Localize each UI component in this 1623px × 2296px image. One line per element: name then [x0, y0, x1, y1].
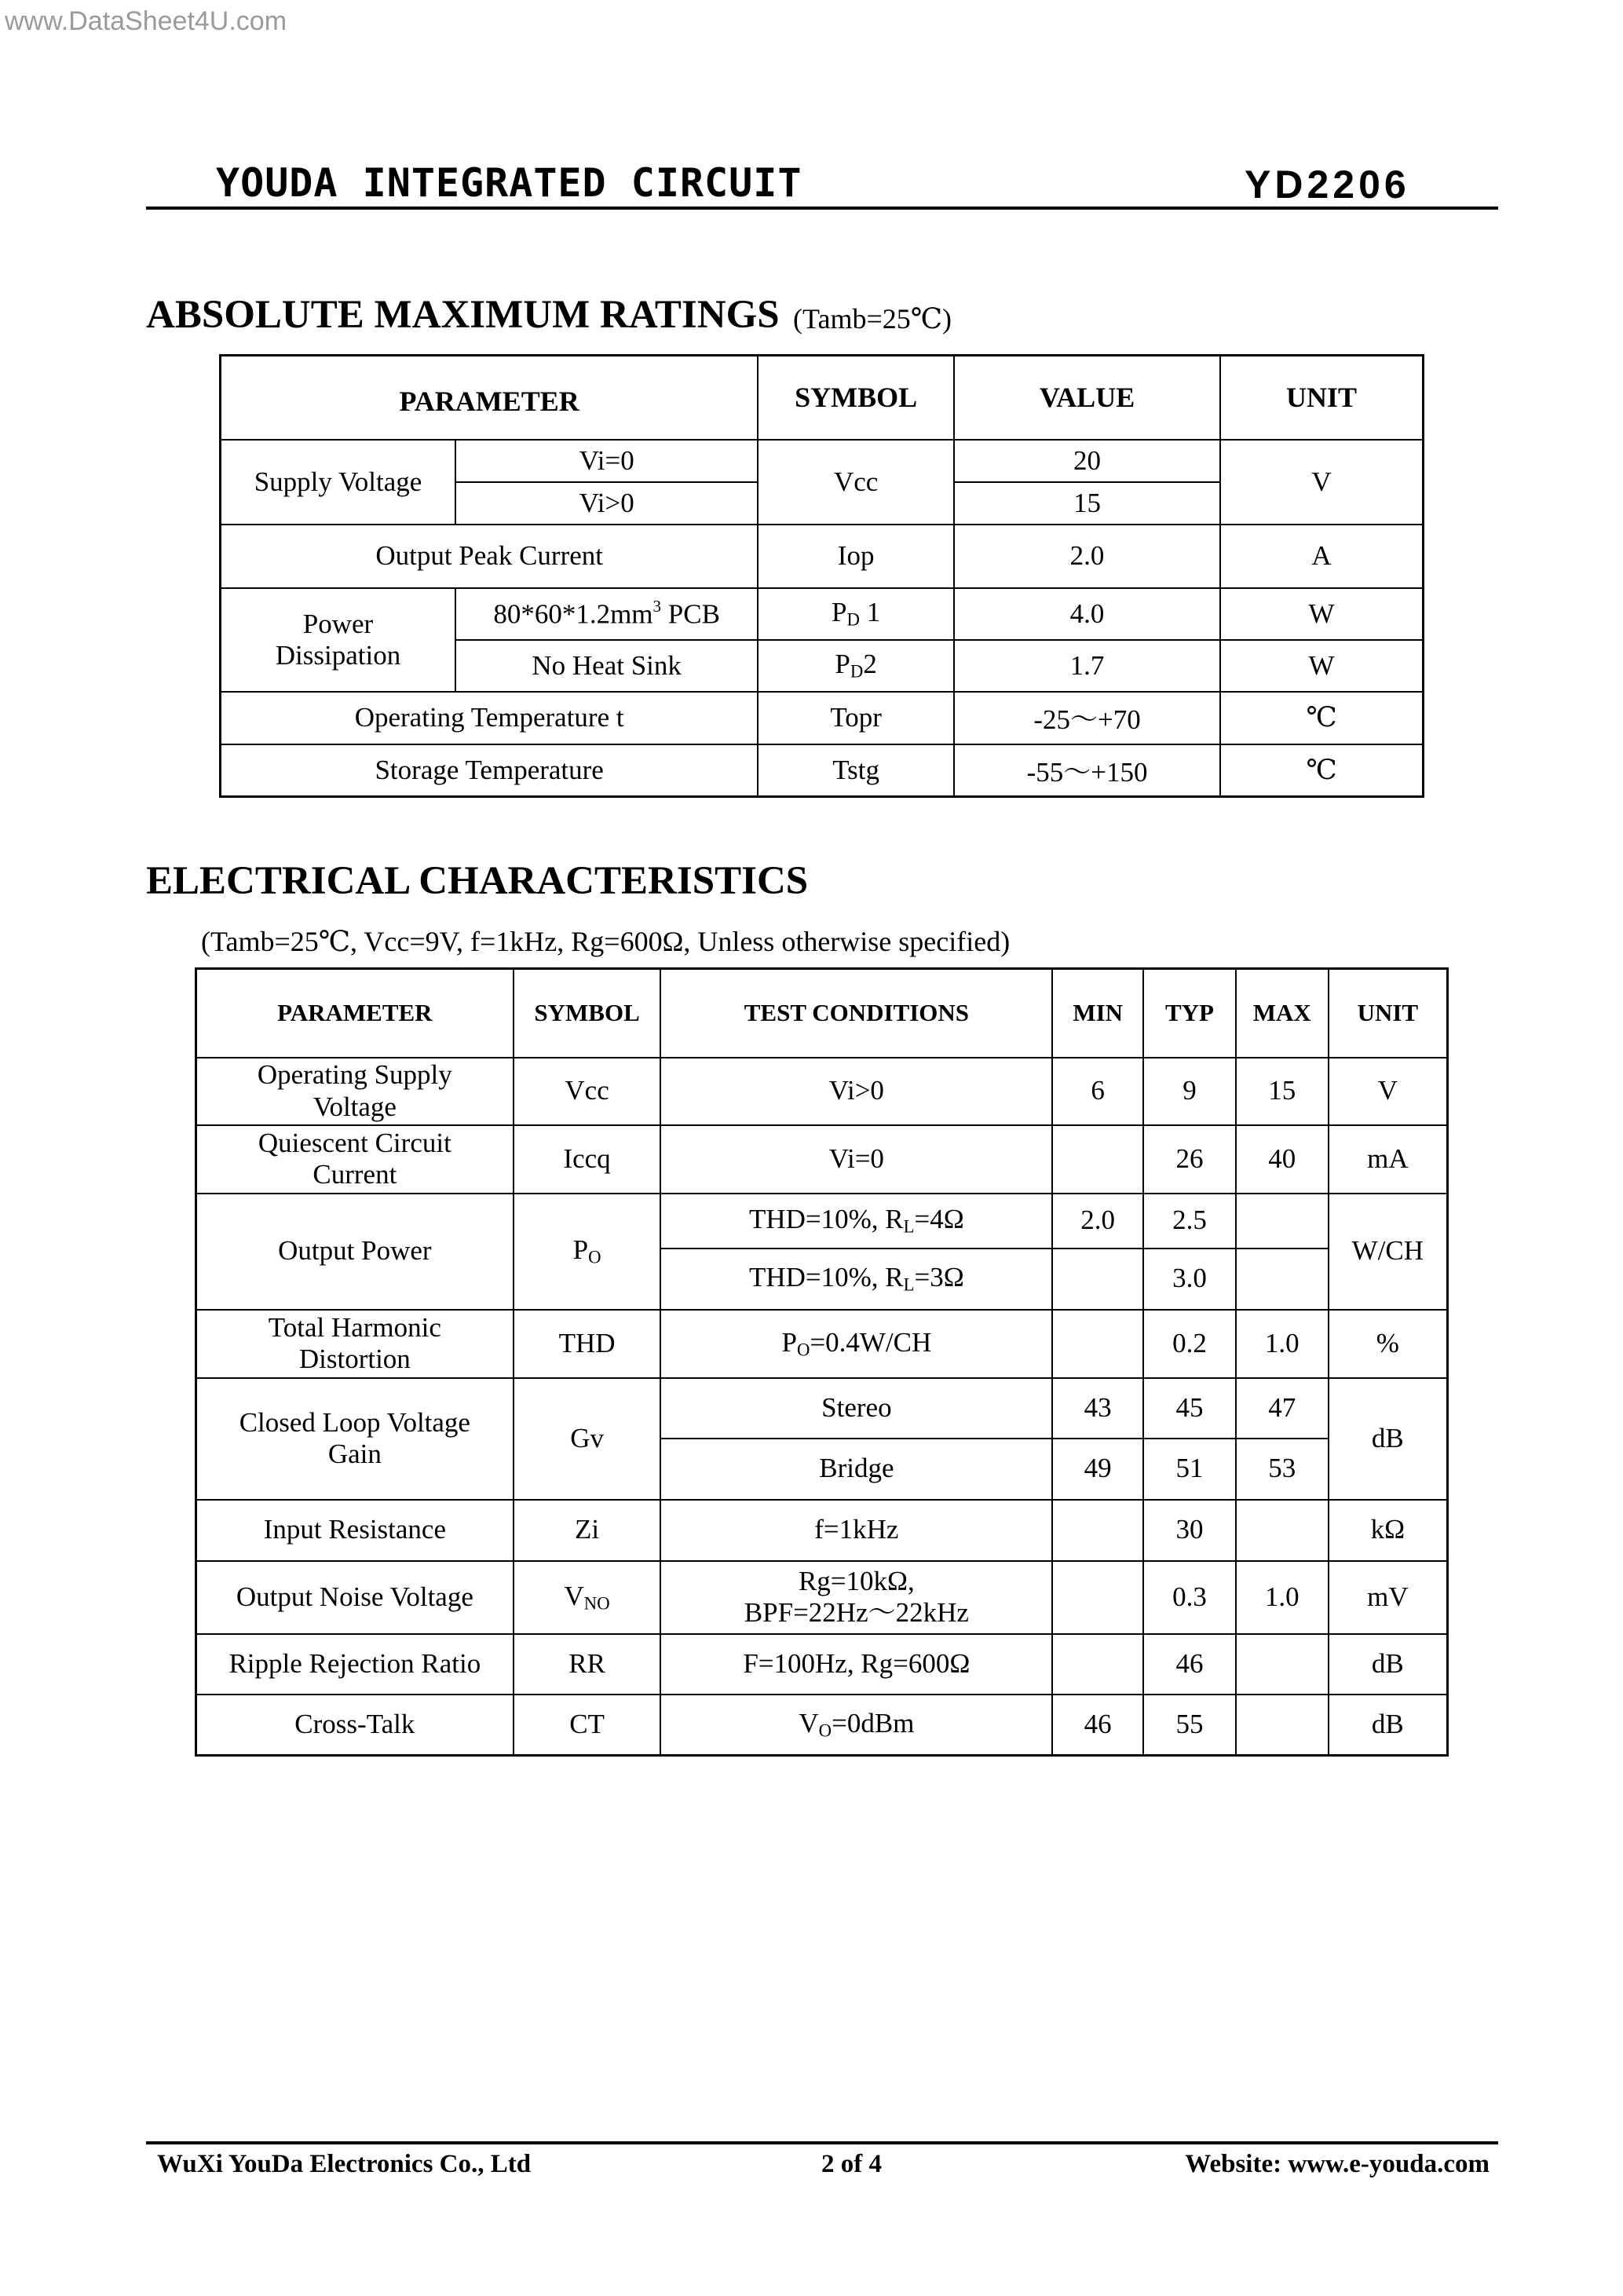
typ-cell: 45 — [1143, 1378, 1236, 1439]
test-cell: Vi>0 — [660, 1058, 1052, 1125]
table-row — [196, 1058, 1448, 1125]
test-line: Rg=10kΩ, — [798, 1565, 915, 1596]
table-row — [196, 1125, 1448, 1194]
table-row — [196, 1310, 1448, 1378]
unit-cell: V — [1329, 1058, 1448, 1125]
param-line: Operating Supply — [257, 1059, 452, 1091]
unit-cell: % — [1329, 1310, 1448, 1378]
table-row — [196, 1194, 1448, 1249]
symbol-cell — [758, 588, 954, 640]
symbol-suffix: 1 — [859, 597, 881, 628]
param-cell: Output Power — [196, 1194, 514, 1310]
symbol-cell: Zi — [514, 1500, 661, 1561]
table-row — [196, 1561, 1448, 1634]
table-row — [221, 440, 1424, 482]
unit-cell: dB — [1329, 1378, 1448, 1500]
table-row — [221, 588, 1424, 640]
value-cell: 2.0 — [954, 525, 1220, 588]
min-cell: 6 — [1052, 1058, 1143, 1125]
col-header-unit: UNIT — [1329, 969, 1448, 1058]
footer-rule — [146, 2141, 1498, 2144]
col-header-min: MIN — [1052, 969, 1143, 1058]
typ-cell: 26 — [1143, 1125, 1236, 1194]
max-cell — [1236, 1695, 1329, 1756]
test-subscript: L — [903, 1216, 915, 1237]
param-cell — [196, 1378, 514, 1500]
test-cell: F=100Hz, Rg=600Ω — [660, 1634, 1052, 1695]
cond-text: PCB — [661, 598, 720, 630]
param-cell: Input Resistance — [196, 1500, 514, 1561]
param-cell: Output Noise Voltage — [196, 1561, 514, 1634]
abs-max-title: ABSOLUTE MAXIMUM RATINGS — [146, 293, 780, 337]
typ-cell: 51 — [1143, 1439, 1236, 1500]
param-line: Quiescent Circuit — [258, 1127, 451, 1158]
test-text: =0dBm — [832, 1707, 915, 1738]
min-cell — [1052, 1500, 1143, 1561]
typ-cell: 0.2 — [1143, 1310, 1236, 1378]
abs-max-header-row — [221, 356, 1424, 440]
watermark-url[interactable]: www.DataSheet4U.com — [5, 6, 287, 36]
symbol-cell: CT — [514, 1695, 661, 1756]
footer-website[interactable]: Website: www.e-youda.com — [1185, 2150, 1490, 2178]
unit-cell: mV — [1329, 1561, 1448, 1634]
param-cell: Operating Temperature t — [221, 692, 758, 744]
test-cell — [660, 1249, 1052, 1310]
col-header-typ: TYP — [1143, 969, 1236, 1058]
col-header-symbol: SYMBOL — [758, 356, 954, 440]
header-rule — [146, 207, 1498, 210]
param-cell — [196, 1125, 514, 1194]
test-cell — [660, 1310, 1052, 1378]
table-row — [196, 1695, 1448, 1756]
test-subscript: O — [796, 1340, 810, 1360]
param-line: Dissipation — [275, 639, 401, 671]
symbol-cell: Iccq — [514, 1125, 661, 1194]
value-cell: -55～+150 — [954, 744, 1220, 797]
col-header-parameter: PARAMETER — [196, 969, 514, 1058]
min-cell: 43 — [1052, 1378, 1143, 1439]
param-cell — [196, 1310, 514, 1378]
param-cell — [221, 588, 455, 692]
param-cell — [196, 1058, 514, 1125]
typ-cell: 30 — [1143, 1500, 1236, 1561]
col-header-unit: UNIT — [1220, 356, 1423, 440]
cond-text: 80*60*1.2mm — [493, 598, 653, 630]
typ-cell: 46 — [1143, 1634, 1236, 1695]
unit-cell: W/CH — [1329, 1194, 1448, 1310]
param-line: Closed Loop Voltage — [239, 1406, 470, 1438]
abs-max-table — [219, 354, 1424, 798]
table-row — [196, 1500, 1448, 1561]
unit-cell: kΩ — [1329, 1500, 1448, 1561]
min-cell: 49 — [1052, 1439, 1143, 1500]
value-cell: 4.0 — [954, 588, 1220, 640]
unit-cell: mA — [1329, 1125, 1448, 1194]
header-part-number: YD2206 — [1245, 163, 1410, 207]
value-cell: 1.7 — [954, 640, 1220, 692]
min-cell — [1052, 1310, 1143, 1378]
symbol-cell: Vcc — [514, 1058, 661, 1125]
col-header-test-conditions: TEST CONDITIONS — [660, 969, 1052, 1058]
symbol-subscript: D — [850, 661, 864, 682]
max-cell — [1236, 1194, 1329, 1249]
symbol-cell: Vcc — [758, 440, 954, 525]
unit-cell: dB — [1329, 1634, 1448, 1695]
max-cell: 1.0 — [1236, 1310, 1329, 1378]
max-cell: 53 — [1236, 1439, 1329, 1500]
max-cell: 1.0 — [1236, 1561, 1329, 1634]
test-cell: Vi=0 — [660, 1125, 1052, 1194]
param-line: Total Harmonic — [268, 1311, 441, 1343]
typ-cell: 2.5 — [1143, 1194, 1236, 1249]
max-cell: 47 — [1236, 1378, 1329, 1439]
max-cell — [1236, 1500, 1329, 1561]
symbol-cell — [514, 1561, 661, 1634]
abs-max-condition: (Tamb=25℃) — [793, 303, 952, 335]
min-cell: 2.0 — [1052, 1194, 1143, 1249]
test-cell — [660, 1194, 1052, 1249]
unit-cell: W — [1220, 640, 1423, 692]
min-cell — [1052, 1249, 1143, 1310]
test-cell: Stereo — [660, 1378, 1052, 1439]
unit-cell: A — [1220, 525, 1423, 588]
param-line: Current — [313, 1159, 397, 1190]
symbol-base: P — [572, 1234, 589, 1266]
typ-cell: 0.3 — [1143, 1561, 1236, 1634]
symbol-cell: Tstg — [758, 744, 954, 797]
condition-cell — [455, 588, 758, 640]
param-cell: Ripple Rejection Ratio — [196, 1634, 514, 1695]
elec-header-row — [196, 969, 1448, 1058]
elec-table — [195, 967, 1449, 1757]
table-row — [221, 525, 1424, 588]
col-header-symbol: SYMBOL — [514, 969, 661, 1058]
test-cell — [660, 1561, 1052, 1634]
max-cell — [1236, 1249, 1329, 1310]
max-cell — [1236, 1634, 1329, 1695]
symbol-suffix: 2 — [863, 649, 877, 680]
condition-cell: Vi=0 — [455, 440, 758, 482]
param-cell: Storage Temperature — [221, 744, 758, 797]
typ-cell: 9 — [1143, 1058, 1236, 1125]
cond-superscript: 3 — [652, 597, 662, 616]
test-subscript: O — [818, 1720, 832, 1741]
unit-cell: ℃ — [1220, 744, 1423, 797]
test-subscript: L — [903, 1274, 915, 1295]
symbol-cell: RR — [514, 1634, 661, 1695]
typ-cell: 55 — [1143, 1695, 1236, 1756]
symbol-subscript: D — [846, 609, 860, 630]
param-cell: Cross-Talk — [196, 1695, 514, 1756]
min-cell — [1052, 1634, 1143, 1695]
table-row — [196, 1378, 1448, 1439]
param-line: Distortion — [298, 1344, 411, 1374]
param-cell: Output Peak Current — [221, 525, 758, 588]
condition-cell: Vi>0 — [455, 482, 758, 525]
test-text: THD=10%, R — [748, 1262, 904, 1293]
table-row — [221, 744, 1424, 797]
test-text: P — [781, 1326, 797, 1358]
col-header-max: MAX — [1236, 969, 1329, 1058]
header-company: YOUDA INTEGRATED CIRCUIT — [216, 160, 802, 206]
footer-page-number: 2 of 4 — [821, 2150, 882, 2178]
unit-cell: ℃ — [1220, 692, 1423, 744]
unit-cell: V — [1220, 440, 1423, 525]
elec-title: ELECTRICAL CHARACTERISTICS — [146, 859, 809, 903]
symbol-cell: Gv — [514, 1378, 661, 1500]
symbol-cell: Iop — [758, 525, 954, 588]
test-text: =0.4W/CH — [810, 1326, 932, 1358]
test-cell — [660, 1695, 1052, 1756]
typ-cell: 3.0 — [1143, 1249, 1236, 1310]
test-text: =3Ω — [914, 1262, 964, 1293]
test-text: THD=10%, R — [748, 1204, 904, 1235]
condition-cell: No Heat Sink — [455, 640, 758, 692]
symbol-subscript: NO — [583, 1593, 610, 1614]
symbol-cell — [514, 1194, 661, 1310]
symbol-cell: Topr — [758, 692, 954, 744]
param-line: Power — [302, 608, 374, 639]
value-cell: 15 — [954, 482, 1220, 525]
col-header-parameter: PARAMETER — [221, 356, 758, 440]
table-row — [196, 1634, 1448, 1695]
param-cell: Supply Voltage — [221, 440, 455, 525]
min-cell — [1052, 1561, 1143, 1634]
test-text: =4Ω — [914, 1204, 964, 1235]
symbol-cell — [758, 640, 954, 692]
test-cell: f=1kHz — [660, 1500, 1052, 1561]
max-cell: 15 — [1236, 1058, 1329, 1125]
value-cell: -25～+70 — [954, 692, 1220, 744]
param-line: Voltage — [313, 1091, 397, 1122]
value-cell: 20 — [954, 440, 1220, 482]
table-row — [221, 692, 1424, 744]
symbol-cell: THD — [514, 1310, 661, 1378]
symbol-base: V — [564, 1580, 584, 1611]
min-cell — [1052, 1125, 1143, 1194]
col-header-value: VALUE — [954, 356, 1220, 440]
param-line: Gain — [327, 1439, 382, 1469]
min-cell: 46 — [1052, 1695, 1143, 1756]
unit-cell: dB — [1329, 1695, 1448, 1756]
unit-cell: W — [1220, 588, 1423, 640]
footer-company: WuXi YouDa Electronics Co., Ltd — [157, 2150, 532, 2178]
test-text: V — [799, 1707, 819, 1738]
symbol-subscript: O — [588, 1247, 601, 1267]
test-line: BPF=22Hz～22kHz — [744, 1597, 969, 1628]
symbol-base: P — [832, 597, 847, 628]
elec-condition: (Tamb=25℃, Vcc=9V, f=1kHz, Rg=600Ω, Unless otherwise specified) — [201, 926, 1011, 957]
test-cell: Bridge — [660, 1439, 1052, 1500]
max-cell: 40 — [1236, 1125, 1329, 1194]
symbol-base: P — [835, 649, 850, 680]
